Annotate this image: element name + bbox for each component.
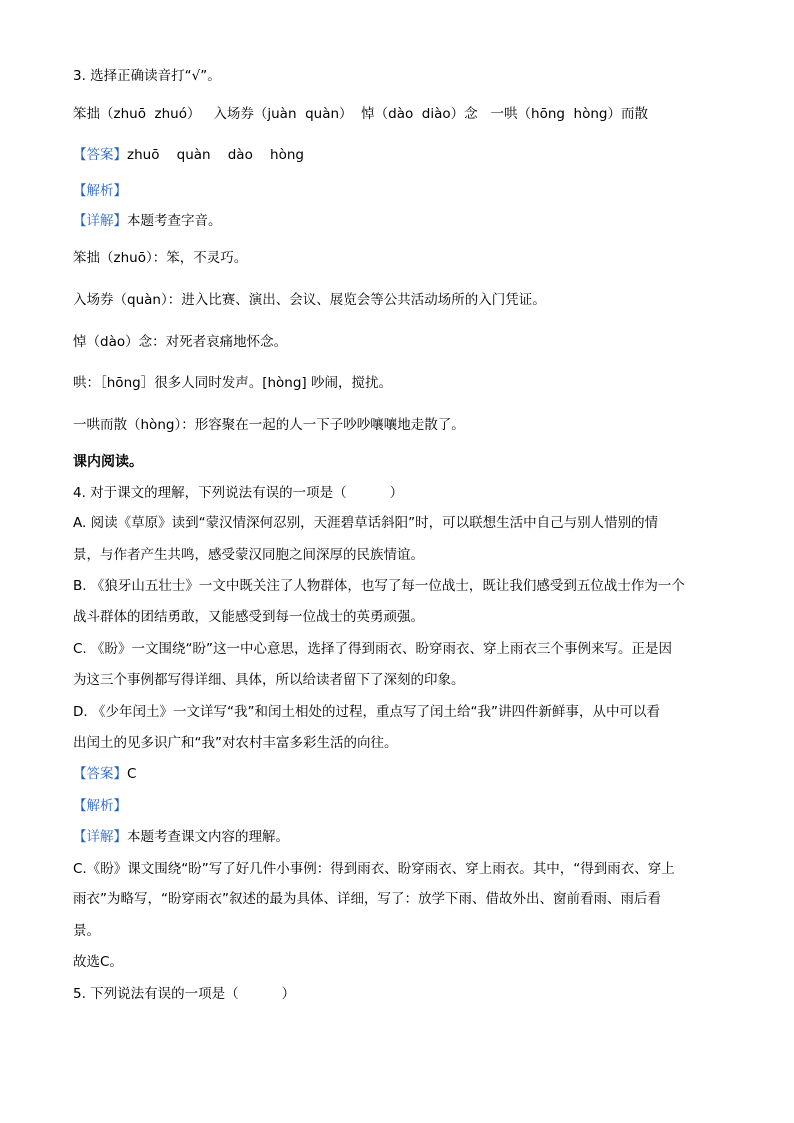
detail-tag: 【详解】 — [73, 213, 127, 229]
q4-detail — [73, 828, 754, 846]
q3-answer — [73, 146, 754, 164]
q3-note-5: 一哄而散（hòng）：形容聚在一起的人一下子吵吵嚷嚷地走散了。 — [73, 417, 465, 433]
detail-tag: 【详解】 — [73, 829, 127, 845]
q3-detail — [73, 212, 754, 230]
q4-title: 4. 对于课文的理解，下列说法有误的一项是（ ） — [73, 485, 404, 501]
answer-text: C — [127, 766, 137, 782]
section-title: 课内阅读。 — [73, 454, 143, 470]
q4-option-d-line2: 出闰土的见多识广和“我”对农村丰富多彩生活的向往。 — [73, 735, 398, 751]
q4-analysis-tag: 【解析】 — [73, 798, 127, 814]
q3-note-1: 笨拙（zhuō）：笨，不灵巧。 — [73, 250, 248, 266]
q4-explanation-line1: C.《盼》课文围绕“盼”写了好几件小事例：得到雨衣、盼穿雨衣、穿上雨衣。其中，“得到雨衣、穿上 — [73, 861, 675, 877]
answer-tag: 【答案】 — [73, 766, 127, 782]
detail-text: 本题考查课文内容的理解。 — [127, 829, 289, 845]
q4-option-a-line1: A. 阅读《草原》读到“蒙汉情深何忍别，天涯碧草话斜阳”时，可以联想生活中自己与别人惜别的情 — [73, 515, 659, 531]
q3-options: 笨拙（zhuō zhuó） 入场券（juàn quàn） 悼（dào diào）念 一哄（hōng hòng）而散 — [73, 106, 649, 122]
answer-text: zhuō quàn dào hòng — [127, 147, 304, 163]
q3-title: 3. 选择正确读音打“√”。 — [73, 68, 221, 84]
q4-option-b-line2: 战斗群体的团结勇敢，又能感受到每一位战士的英勇顽强。 — [73, 609, 424, 625]
q4-option-b-line1: B. 《狼牙山五壮士》一文中既关注了人物群体，也写了每一位战士，既让我们感受到五位战士作为一个 — [73, 578, 685, 594]
q3-analysis-tag: 【解析】 — [73, 183, 127, 199]
q5-title: 5. 下列说法有误的一项是（ ） — [73, 986, 296, 1002]
q4-explanation-line3: 景。 — [73, 923, 100, 939]
q4-option-c-line2: 为这三个事例都写得详细、具体，所以给读者留下了深刻的印象。 — [73, 672, 465, 688]
detail-text: 本题考查字音。 — [127, 213, 222, 229]
q4-option-a-line2: 景，与作者产生共鸣，感受蒙汉同胞之间深厚的民族情谊。 — [73, 547, 424, 563]
q4-answer — [73, 765, 754, 783]
q4-conclusion: 故选C。 — [73, 954, 123, 970]
q4-explanation-line2: 雨衣”为略写，“盼穿雨衣”叙述的最为具体、详细，写了：放学下雨、借故外出、窗前看雨、雨后看 — [73, 891, 661, 907]
q3-note-4: 哄：［hōng］很多人同时发声。[hòng] 吵闹，搅扰。 — [73, 375, 392, 391]
answer-tag: 【答案】 — [73, 147, 127, 163]
q3-note-2: 入场券（quàn）：进入比赛、演出、会议、展览会等公共活动场所的入门凭证。 — [73, 292, 546, 308]
q3-note-3: 悼（dào）念：对死者哀痛地怀念。 — [73, 334, 288, 350]
q4-option-d-line1: D. 《少年闰土》一文详写“我”和闰土相处的过程，重点写了闰土给“我”讲四件新鲜事，从中可以看 — [73, 704, 660, 720]
q4-option-c-line1: C. 《盼》一文围绕“盼”这一中心意思，选择了得到雨衣、盼穿雨衣、穿上雨衣三个事例来写。正是因 — [73, 641, 672, 657]
